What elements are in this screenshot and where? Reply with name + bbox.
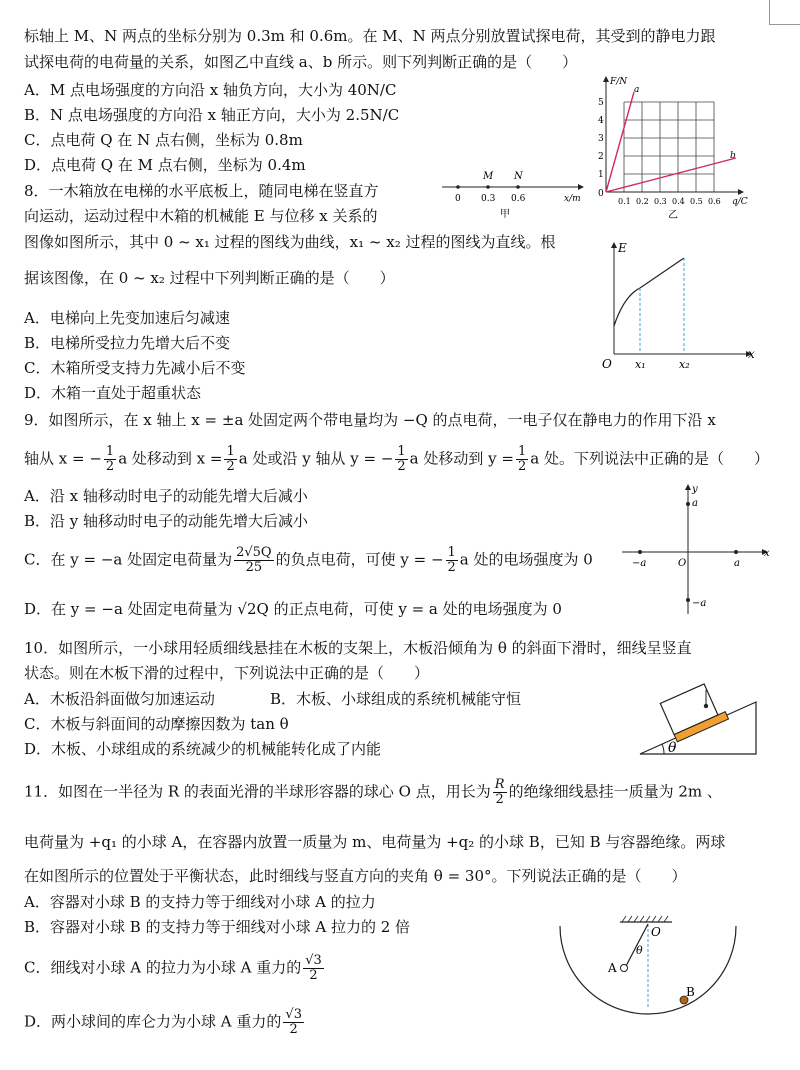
q7-jia-point-n: N — [514, 171, 523, 182]
q8-stem-line1: 8．一木箱放在电梯的水平底板上，随同电梯在竖直方 — [24, 182, 379, 200]
q9-fig-neg-a-y: −a — [692, 598, 707, 609]
q7-stem-line2: 试探电荷的电荷量的关系，如图乙中直线 a、b 所示。则下列判断正确的是（ ） — [24, 53, 578, 71]
q9-fig-origin: O — [678, 558, 687, 569]
q10-option-b: B．木板、小球组成的系统机械能守恒 — [270, 690, 522, 708]
q11-label-a: A — [608, 961, 617, 975]
q11-ball-a — [621, 965, 628, 972]
q10-option-d: D．木板、小球组成的系统减少的机械能转化成了内能 — [24, 740, 382, 758]
q7-yi-xtick-06: 0.6 — [708, 197, 721, 206]
q7-yi-origin: 0 — [598, 189, 604, 199]
q11-optd-text: D．两小球间的库仑力为小球 A 重力的 — [24, 1012, 282, 1031]
q9-line2-part4: a 处移动到 y = — [409, 449, 514, 468]
q7-jia-tick-06: 0.6 — [511, 194, 526, 204]
q11-option-d — [24, 1008, 306, 1037]
q7-yi-ylabel: F/N — [610, 77, 628, 87]
q7-yi-ytick-1: 1 — [598, 170, 604, 180]
q8-x2-label: x₂ — [679, 358, 690, 371]
q7-yi-xlabel: q/C — [732, 197, 748, 207]
page-corner-mark — [769, 0, 800, 25]
q11-optc-text: C．细线对小球 A 的拉力为小球 A 重力的 — [24, 958, 302, 977]
q11-stem-line1 — [24, 778, 722, 807]
q8-option-d: D．木箱一直处于超重状态 — [24, 384, 202, 402]
q7-option-b: B．N 点电场强度的方向沿 x 轴正方向，大小为 2.5N/C — [24, 106, 400, 124]
q9-fig-neg-a-x: −a — [632, 558, 647, 569]
q10-option-a: A．木板沿斜面做匀加速运动 — [24, 690, 215, 708]
q11-option-b: B．容器对小球 B 的支持力等于细线对小球 A 拉力的 2 倍 — [24, 918, 411, 936]
q7-yi-ytick-5: 5 — [598, 98, 604, 108]
q7-yi-ytick-4: 4 — [598, 116, 604, 126]
q9-fig-y-label: y — [692, 484, 698, 495]
q8-origin: O — [602, 357, 612, 371]
q7-yi-line-a — [606, 92, 634, 192]
q7-figure-yi — [590, 74, 760, 224]
q7-figure-jia — [438, 165, 588, 225]
q7-jia-tick-03: 0.3 — [481, 194, 496, 204]
q10-ball — [704, 704, 708, 708]
q11-line1-part1: 11．如图在一半径为 R 的表面光滑的半球形容器的球心 O 点，用长为 — [24, 782, 491, 801]
q9-half-fraction-4: $\frac{1}{2}$ — [517, 444, 527, 474]
q8-ylabel: E — [618, 241, 627, 255]
q11-hemisphere-figure — [556, 910, 746, 1060]
q10-option-c: C．木板与斜面间的动摩擦因数为 tan θ — [24, 715, 289, 733]
q8-xlabel: x — [748, 347, 755, 361]
q11-line1-part2: 的绝缘细线悬挂一质量为 2m 、 — [508, 782, 722, 801]
q7-yi-xtick-01: 0.1 — [618, 197, 631, 206]
q10-incline-figure — [634, 670, 774, 760]
q9-line2-part3: a 处或沿 y 轴从 y = − — [238, 449, 394, 468]
q11-optd-fraction: $\frac{√3}{2}$ — [285, 1007, 302, 1037]
q11-r-over-2: $\frac{R}{2}$ — [494, 777, 505, 807]
q9-fig-pos-a-x: a — [734, 558, 740, 569]
q9-option-a: A．沿 x 轴移动时电子的动能先增大后减小 — [24, 487, 308, 505]
q9-half-fraction-1: $\frac{1}{2}$ — [105, 444, 115, 474]
q9-optc-part3: a 处的电场强度为 0 — [459, 550, 593, 569]
q9-stem-line2 — [24, 445, 769, 474]
q9-half-fraction-2: $\frac{1}{2}$ — [226, 444, 235, 474]
q8-stem-line2: 向运动，运动过程中木箱的机械能 E 与位移 x 关系的 — [24, 207, 378, 225]
q7-option-a: A．M 点电场强度的方向沿 x 轴负方向，大小为 40N/C — [24, 81, 397, 99]
q9-optc-half-fraction: $\frac{1}{2}$ — [447, 545, 456, 575]
q9-option-c — [24, 546, 593, 575]
q7-yi-xtick-05: 0.5 — [690, 197, 703, 206]
q7-yi-ytick-3: 3 — [598, 134, 604, 144]
q7-yi-line-b — [606, 158, 736, 192]
q11-stem-line2: 电荷量为 +q₁ 的小球 A，在容器内放置一质量为 m、电荷量为 +q₂ 的小球 B，已知 B 与容器绝缘。两球 — [24, 833, 726, 851]
q7-jia-caption: 甲 — [500, 209, 510, 220]
q11-optc-fraction: $\frac{√3}{2}$ — [305, 953, 322, 983]
q10-stem-line1: 10．如图所示，一小球用轻质细线悬挂在木板的支架上，木板沿倾角为 θ 的斜面下滑时，细线呈竖直 — [24, 639, 692, 657]
q7-yi-ytick-2: 2 — [598, 152, 604, 162]
q9-option-d: D．在 y = −a 处固定电荷量为 √2Q 的正点电荷，可使 y = a 处的电场强度为 0 — [24, 600, 562, 618]
q8-option-a: A．电梯向上先变加速后匀减速 — [24, 309, 230, 327]
q9-fig-pos-a-y: a — [692, 498, 698, 509]
q9-line2-part1: 轴从 x = − — [24, 449, 102, 468]
q9-axes-figure — [618, 480, 778, 618]
q9-line2-part2: a 处移动到 x = — [118, 449, 223, 468]
q8-stem-line3: 图像如图所示，其中 0 ~ x₁ 过程的图线为曲线，x₁ ~ x₂ 过程的图线为直线。根 — [24, 233, 556, 251]
q11-option-a: A．容器对小球 B 的支持力等于细线对小球 A 的拉力 — [24, 893, 376, 911]
q8-stem-line4: 据该图像，在 0 ~ x₂ 过程中下列判断正确的是（ ） — [24, 269, 395, 287]
q7-stem-line1: 标轴上 M、N 两点的坐标分别为 0.3m 和 0.6m。在 M、N 两点分别放置试探电荷，其受到的静电力跟 — [24, 27, 716, 45]
q11-stem-line3: 在如图所示的位置处于平衡状态，此时细线与竖直方向的夹角 θ = 30°。下列说法正确的是（ ） — [24, 867, 687, 885]
q7-yi-label-a: a — [634, 85, 640, 95]
q8-x1-label: x₁ — [635, 358, 646, 371]
q10-theta-label: θ — [668, 740, 677, 756]
q8-option-b: B．电梯所受拉力先增大后不变 — [24, 334, 231, 352]
q7-yi-xtick-02: 0.2 — [636, 197, 649, 206]
q8-option-c: C．木箱所受支持力先减小后不变 — [24, 359, 246, 377]
q11-label-theta: θ — [636, 944, 643, 957]
q9-optc-part2: 的负点电荷，可使 y = − — [275, 550, 444, 569]
q7-option-d: D．点电荷 Q 在 M 点右侧，坐标为 0.4m — [24, 156, 306, 174]
q10-stem-line2: 状态。则在木板下滑的过程中，下列说法中正确的是（ ） — [24, 664, 430, 682]
q9-half-fraction-3: $\frac{1}{2}$ — [397, 444, 406, 474]
q9-stem-line1: 9．如图所示，在 x 轴上 x = ±a 处固定两个带电量均为 −Q 的点电荷，一电子仅在静电力的作用下沿 x — [24, 411, 716, 429]
q7-jia-point-m: M — [483, 171, 494, 182]
q11-option-c — [24, 954, 326, 983]
q7-yi-caption: 乙 — [668, 210, 678, 221]
q9-line2-part5: a 处。下列说法中正确的是（ ） — [530, 449, 769, 468]
q7-jia-tick-0: 0 — [455, 194, 461, 204]
q7-yi-xtick-04: 0.4 — [672, 197, 685, 206]
q8-graph — [598, 238, 758, 373]
q11-label-b: B — [686, 985, 695, 999]
q9-optc-fraction: $\frac{2√5Q}{25}$ — [236, 545, 272, 575]
q8-energy-curve — [614, 258, 684, 326]
q11-label-o: O — [651, 925, 661, 939]
q7-yi-label-b: b — [730, 151, 736, 161]
q9-option-b: B．沿 y 轴移动时电子的动能先增大后减小 — [24, 512, 309, 530]
q7-jia-axis-label: x/m — [564, 194, 581, 204]
q7-yi-xtick-03: 0.3 — [654, 197, 667, 206]
q7-option-c: C．点电荷 Q 在 N 点右侧，坐标为 0.8m — [24, 131, 303, 149]
q9-fig-x-label: x — [764, 548, 770, 559]
q9-optc-part1: C．在 y = −a 处固定电荷量为 — [24, 550, 233, 569]
